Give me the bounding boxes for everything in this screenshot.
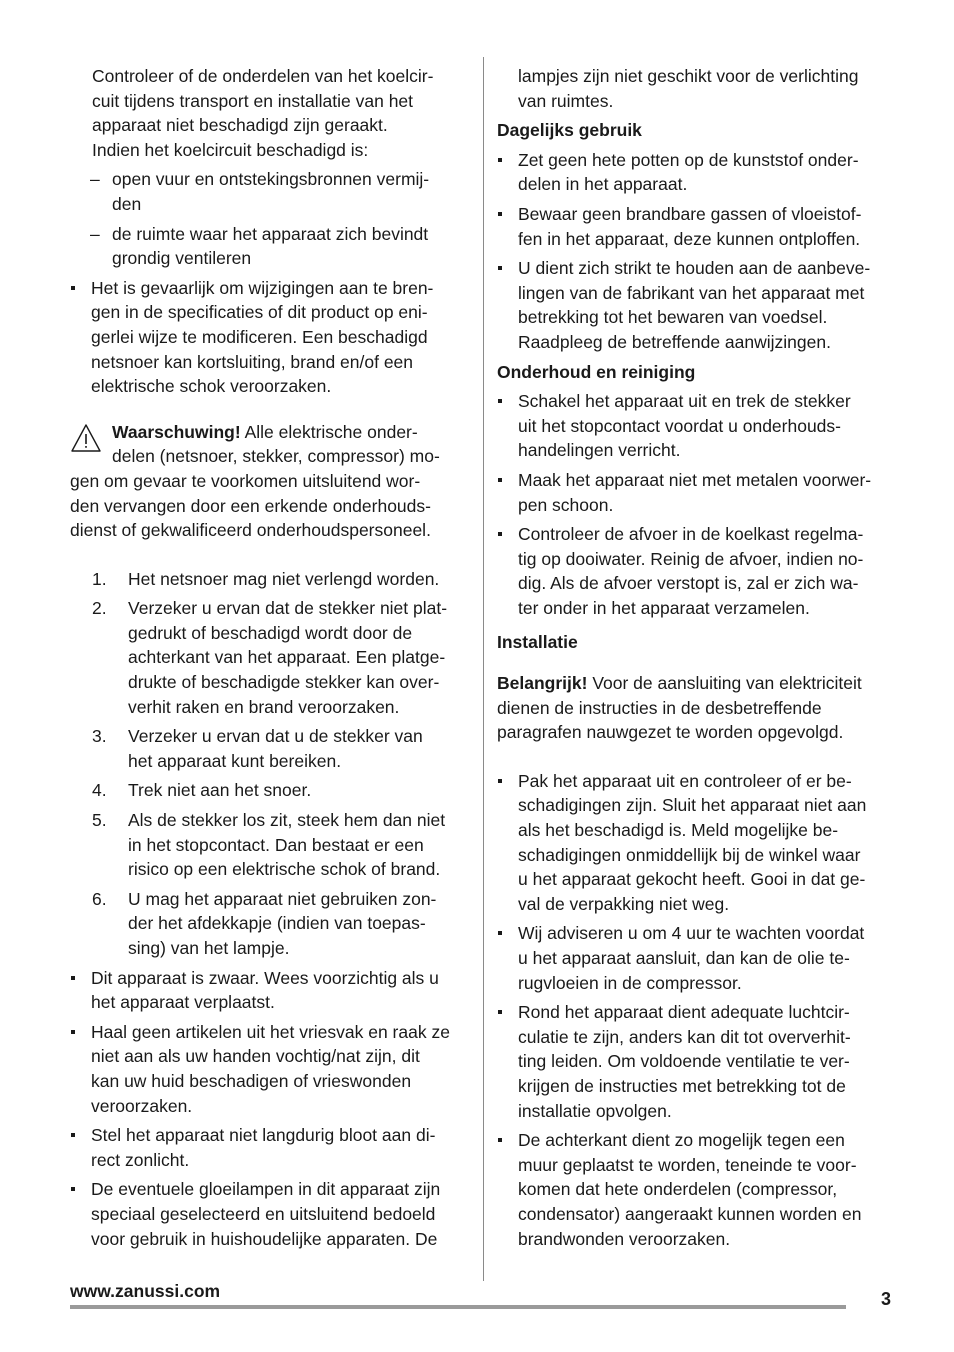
list-item-line: De achterkant dient zo mogelijk tegen een (518, 1130, 845, 1151)
list-item-line: uit het stopcontact voordat u onderhouds- (518, 415, 841, 436)
list-item-line: ter onder in het apparaat verzamelen. (518, 597, 810, 618)
list-item (70, 778, 472, 803)
list-item-line: Verzeker u ervan dat de stekker niet plat- (128, 598, 448, 619)
continued-line: lampjes zijn niet geschikt voor de verlichting (518, 66, 859, 86)
list-item-line: ting leiden. Om voldoende ventilatie te ver- (518, 1051, 850, 1072)
list-item (497, 522, 899, 620)
warning-triangle-icon (70, 423, 102, 453)
list-item (70, 596, 472, 719)
bullet-list (497, 148, 899, 355)
list-item-line: condensator) aangeraakt kunnen worden en (518, 1203, 862, 1224)
list-item-line: gerlei wijze te modificeren. Een beschadigd (91, 326, 428, 347)
list-item-line: Schakel het apparaat uit en trek de stekker (518, 391, 851, 412)
list-item-line: het apparaat verplaatst. (91, 992, 275, 1013)
list-number: 4. (92, 780, 107, 801)
important-line: dienen de instructies in de desbetreffende (497, 697, 822, 718)
list-item-line: Haal geen artikelen uit het vriesvak en raak ze (91, 1021, 450, 1042)
section-heading-maintenance: Onderhoud en reiniging (497, 361, 696, 382)
left-column (70, 64, 472, 1256)
list-item (70, 887, 472, 961)
list-item-line: Het is gevaarlijk om wijzigingen aan te bren- (91, 277, 434, 298)
list-item-line: Dit apparaat is zwaar. Wees voorzichtig als u (91, 967, 439, 988)
intro-line: Controleer of de onderdelen van het koelcir- (92, 66, 434, 86)
list-item-line: betrekking tot het bewaren van voedsel. (518, 307, 828, 328)
list-number: 5. (92, 810, 107, 831)
bullet-marker (498, 399, 502, 403)
list-item-line: voor gebruik in huishoudelijke apparaten. De (91, 1228, 438, 1249)
warning-line: dienst of gekwalificeerd onderhoudspersoneel. (70, 520, 431, 541)
list-item (70, 966, 472, 1015)
list-item-line: krijgen de instructies met betrekking tot de (518, 1075, 846, 1096)
warning-line (70, 420, 472, 445)
list-number: 2. (92, 598, 107, 619)
list-item-line: Als de stekker los zit, steek hem dan niet (128, 810, 446, 831)
list-item-line: het apparaat kunt bereiken. (128, 750, 342, 771)
list-item (70, 1177, 472, 1251)
list-item-line: brandwonden veroorzaken. (518, 1228, 731, 1249)
dash-marker: – (90, 169, 100, 190)
list-number: 3. (92, 726, 107, 747)
list-item-line: rugvloeien in de compressor. (518, 972, 742, 993)
warning-line: delen (netsnoer, stekker, compressor) mo- (112, 446, 440, 467)
list-item (497, 389, 899, 463)
section-heading-daily-use: Dagelijks gebruik (497, 120, 642, 141)
dash-list (70, 167, 472, 270)
list-item-line: niet aan als uw handen vochtig/nat zijn, dit (91, 1046, 420, 1067)
list-number: 1. (92, 568, 107, 589)
list-item-line: U mag het apparaat niet gebruiken zon- (128, 888, 437, 909)
list-item-line: pen schoon. (518, 494, 614, 515)
list-item (497, 1000, 899, 1123)
intro-line: Indien het koelcircuit beschadigd is: (92, 139, 369, 160)
list-item-line: kan uw huid beschadigen of vrieswonden (91, 1070, 412, 1091)
list-item (497, 256, 899, 354)
list-item-line: komen dat hete onderdelen (compressor, (518, 1179, 838, 1200)
list-item (70, 1123, 472, 1172)
list-item-line: Controleer de afvoer in de koelkast regelma- (518, 524, 864, 545)
list-item-line: muur geplaatst te worden, teneinde te voor- (518, 1154, 857, 1175)
list-item-line: den (112, 193, 142, 214)
continued-line: van ruimtes. (518, 90, 614, 111)
list-item-line: fen in het apparaat, deze kunnen ontploffen. (518, 228, 861, 249)
list-item-line: Rond het apparaat dient adequate luchtcir- (518, 1002, 850, 1023)
list-item-line: in het stopcontact. Dan bestaat er een (128, 834, 424, 855)
list-item-line: risico op een elektrische schok of brand. (128, 859, 441, 880)
list-item-line: Zet geen hete potten op de kunststof onder- (518, 149, 859, 170)
list-item-line: drukte of beschadigde stekker kan over- (128, 672, 440, 693)
list-number: 6. (92, 888, 107, 909)
warning-line: den vervangen door een erkende onderhouds- (70, 495, 431, 516)
list-item-line: der het afdekkapje (indien van toepas- (128, 913, 426, 934)
numbered-list (70, 567, 472, 961)
list-item-line: u het apparaat aansluit, dan kan de olie te- (518, 948, 850, 968)
list-item-line: open vuur en ontstekingsbronnen vermij- (112, 169, 430, 190)
list-item-line: speciaal geselecteerd en uitsluitend bedoeld (91, 1203, 436, 1224)
important-label: Belangrijk! (497, 673, 588, 694)
list-item (70, 1020, 472, 1118)
column-divider (483, 57, 484, 1281)
important-line: paragrafen nauwgezet te worden opgevolgd. (497, 722, 844, 743)
list-item-line: schadigingen zijn. Sluit het apparaat niet aan (518, 795, 867, 816)
list-item (497, 468, 899, 517)
list-item-line: Pak het apparaat uit en controleer of er be- (518, 770, 852, 791)
list-item (497, 921, 899, 995)
bullet-marker (498, 779, 502, 783)
bullet-marker (498, 1010, 502, 1014)
list-item-line: de ruimte waar het apparaat zich bevindt (112, 223, 429, 244)
list-item (497, 202, 899, 251)
continued-paragraph (497, 64, 899, 113)
list-item-line: dig. Als de afvoer verstopt is, zal er zich wa- (518, 573, 859, 594)
list-item-line: Bewaar geen brandbare gassen of vloeistof- (518, 203, 862, 224)
bullet-marker (498, 931, 502, 935)
bullet-list (497, 769, 899, 1251)
bullet-marker (71, 1133, 75, 1137)
footer-rule (70, 1305, 846, 1309)
bullet-marker (498, 266, 502, 270)
list-item-line: handelingen verricht. (518, 440, 681, 461)
list-item-line: achterkant van het apparaat. Een platge- (128, 647, 446, 668)
list-item-line: val de verpakking niet weg. (518, 893, 730, 914)
list-item-line: schadigingen onmiddellijk bij de winkel waar (518, 844, 861, 865)
list-item (497, 148, 899, 197)
list-item-line: installatie opvolgen. (518, 1100, 672, 1121)
list-item-line: Het netsnoer mag niet verlengd worden. (128, 568, 440, 589)
list-item-line: lingen van de fabrikant van het apparaat met (518, 282, 865, 303)
bullet-list (497, 389, 899, 620)
important-line (497, 671, 899, 696)
list-item-line: Maak het apparaat niet met metalen voorwer- (518, 469, 872, 490)
list-item (70, 167, 472, 216)
right-column (497, 64, 899, 1256)
warning-text: Alle elektrische onder- (240, 421, 418, 442)
list-item-line: grondig ventileren (112, 248, 252, 269)
bullet-list (70, 966, 472, 1252)
important-paragraph (497, 671, 899, 745)
list-item-line: Verzeker u ervan dat u de stekker van (128, 726, 423, 747)
list-item-line: u het apparaat gekocht heeft. Gooi in dat ge- (518, 869, 866, 890)
list-item (497, 1128, 899, 1251)
list-item-line: tig op dooiwater. Reinig de afvoer, indien no- (518, 548, 864, 569)
list-item-line: U dient zich strikt te houden aan de aanbeve- (518, 258, 871, 279)
dash-marker: – (90, 223, 100, 244)
footer-website-link[interactable]: www.zanussi.com (70, 1281, 221, 1301)
list-item-line: De eventuele gloeilampen in dit apparaat zijn (91, 1179, 441, 1200)
page-number: 3 (881, 1289, 892, 1309)
bullet-marker (71, 1187, 75, 1191)
list-item-line: elektrische schok veroorzaken. (91, 376, 332, 397)
list-item-line: gedrukt of beschadigd wordt door de (128, 622, 413, 643)
warning-line: gen om gevaar te voorkomen uitsluitend wor- (70, 470, 421, 491)
list-item (70, 567, 472, 592)
list-item-line: Trek niet aan het snoer. (128, 780, 312, 801)
bullet-marker (498, 1138, 502, 1142)
list-item-line: rect zonlicht. (91, 1149, 190, 1170)
intro-line: apparaat niet beschadigd zijn geraakt. (92, 115, 388, 136)
list-item-line: verhit raken en brand veroorzaken. (128, 696, 400, 717)
list-item-line: als het beschadigd is. Meld mogelijke be- (518, 820, 839, 841)
list-item-line: Stel het apparaat niet langdurig bloot aan di- (91, 1125, 436, 1146)
list-item (497, 769, 899, 917)
bullet-marker (71, 976, 75, 980)
warning-label: Waarschuwing! (112, 421, 241, 442)
section-heading-installation: Installatie (497, 632, 578, 653)
warning-block (70, 420, 472, 543)
intro-paragraph (70, 64, 472, 162)
list-item-line: Raadpleeg de betreffende aanwijzingen. (518, 331, 831, 352)
bullet-marker (71, 286, 75, 290)
list-item-line: gen in de specificaties of dit product op eni- (91, 302, 428, 323)
list-item (70, 808, 472, 882)
list-item-line: sing) van het lampje. (128, 938, 290, 958)
list-item-line: delen in het apparaat. (518, 174, 688, 195)
list-item (70, 222, 472, 271)
bullet-marker (498, 532, 502, 536)
bullet-list (70, 276, 472, 399)
bullet-marker (498, 158, 502, 162)
list-item (70, 276, 472, 399)
list-item-line: Wij adviseren u om 4 uur te wachten voordat (518, 923, 865, 944)
list-item (70, 724, 472, 773)
list-item-line: netsnoer kan kortsluiting, brand en/of een (91, 351, 414, 372)
list-item-line: culatie te zijn, anders kan dit tot oververhit- (518, 1026, 851, 1047)
bullet-marker (498, 212, 502, 216)
bullet-marker (498, 478, 502, 482)
important-text: Voor de aansluiting van elektriciteit (587, 673, 862, 694)
bullet-marker (71, 1030, 75, 1034)
list-item-line: veroorzaken. (91, 1095, 193, 1116)
intro-line: cuit tijdens transport en installatie van het (92, 90, 414, 111)
